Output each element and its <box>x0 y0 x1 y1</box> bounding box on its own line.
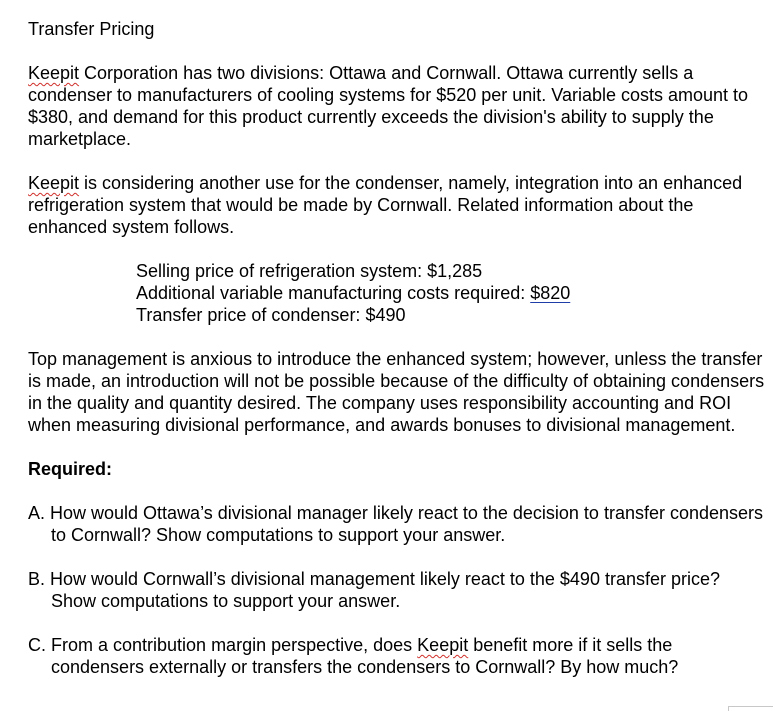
additional-costs-line <box>136 282 770 304</box>
required-heading: Required: <box>28 459 113 479</box>
intro-text: Corporation has two divisions: Ottawa and Cornwall. Ottawa currently sells a condenser to manufacturers of cooling systems for $520 per unit. Variable costs amount to $380, and demand for this product currently exceeds the division's ability to supply the marketplace. <box>28 63 749 149</box>
additional-costs-value: $820 <box>530 283 571 303</box>
third-paragraph: Top management is anxious to introduce the enhanced system; however, unless the transfer is made, an introduction will not be possible because of the difficulty of obtaining condensers in the quality and quantity desired. The company uses responsibility accounting and ROI when measuring divisional performance, and awards bonuses to divisional management. <box>28 349 765 435</box>
question-c-before: C. From a contribution margin perspective, does <box>28 635 418 655</box>
second-text: is considering another use for the condenser, namely, integration into an enhanced refrigeration system that would be made by Cornwall. Related information about the enhanced system follows. <box>28 173 743 237</box>
question-c-after: benefit more if it sells the condensers externally or transfers the condensers to Cornwall? By how much? <box>51 635 679 677</box>
selling-price-line: Selling price of refrigeration system: $1,285 <box>136 261 483 281</box>
question-b: B. How would Cornwall’s divisional management likely react to the $490 transfer price? Show computations to support your answer. <box>28 569 721 611</box>
document-page <box>28 18 770 700</box>
page-corner-marker <box>728 706 773 711</box>
additional-costs-label: Additional variable manufacturing costs required: <box>136 283 531 303</box>
question-a: A. How would Ottawa’s divisional manager likely react to the decision to transfer condensers to Cornwall? Show computations to support your answer. <box>28 503 764 545</box>
company-name: Keepit <box>28 63 80 83</box>
question-c <box>28 634 770 678</box>
company-name: Keepit <box>417 635 469 655</box>
second-paragraph <box>28 172 770 238</box>
transfer-price-line: Transfer price of condenser: $490 <box>136 305 406 325</box>
company-name: Keepit <box>28 173 80 193</box>
document-title: Transfer Pricing <box>28 19 155 39</box>
intro-paragraph <box>28 62 770 150</box>
system-info-block <box>136 260 770 326</box>
